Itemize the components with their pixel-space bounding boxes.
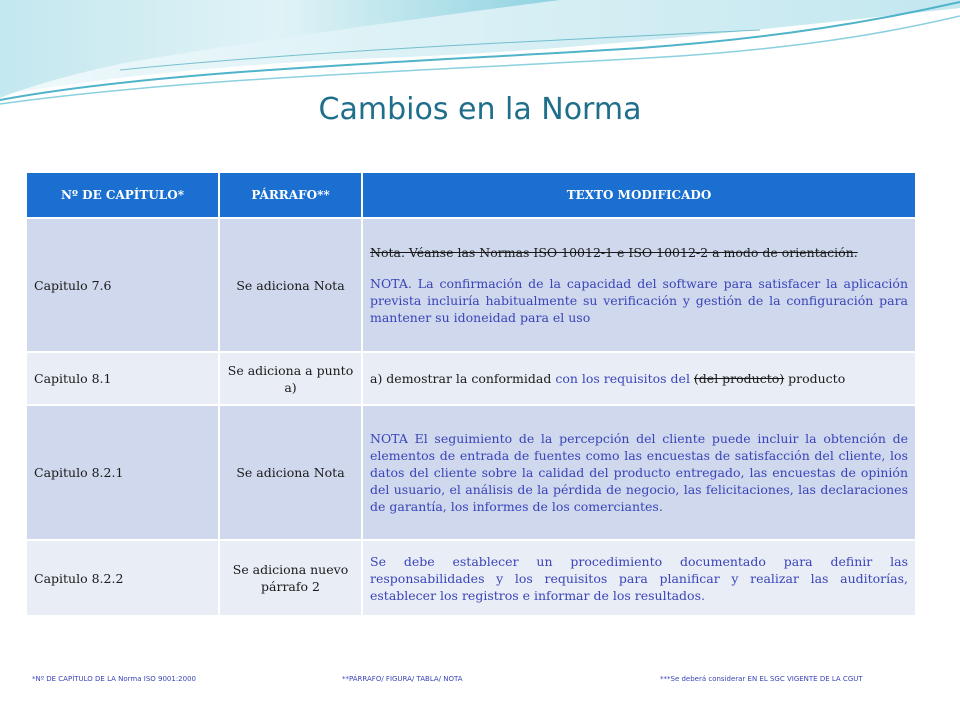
footnote-consider: ***Se deberá considerar EN EL SGC VIGENTE DE LA CGUT (660, 675, 863, 683)
unchanged-text: producto (784, 371, 846, 386)
page-title: Cambios en la Norma (318, 92, 642, 127)
header-chapter: Nº DE CAPÍTULO* (27, 173, 219, 218)
table-header-row (27, 173, 915, 218)
added-text: NOTA. La confirmación de la capacidad del software para satisfacer la aplicación prevista incluiría habitualmente su verificación y gestión de la configuración para mantener su idoneidad para el uso (370, 276, 908, 325)
cell-chapter: Capitulo 8.2.1 (27, 405, 219, 540)
cell-paragraph: Se adiciona Nota (219, 405, 362, 540)
cell-modified-text (362, 218, 915, 352)
table-row (27, 218, 915, 352)
added-text: Se debe establecer un procedimiento documentado para definir las responsabilidades y los requisitos para planificar y realizar las auditorías, establecer los registros e informar de los resultados. (370, 553, 908, 603)
added-text: con los requisitos del (555, 371, 694, 386)
cell-modified-text (362, 352, 915, 405)
cell-chapter: Capitulo 7.6 (27, 218, 219, 352)
removed-text: (del producto) (693, 371, 785, 386)
cell-paragraph: Se adiciona nuevo párrafo 2 (219, 540, 362, 616)
footnote-paragraph: **PÁRRAFO/ FIGURA/ TABLA/ NOTA (342, 675, 463, 683)
footer-notes (0, 675, 960, 689)
header-paragraph: PÁRRAFO** (219, 173, 362, 218)
added-text: NOTA El seguimiento de la percepción del cliente puede incluir la obtención de elementos de entrada de fuentes como las encuestas de satisfacción del cliente, los datos del cliente sobre la calidad del producto entregado, las encuestas de opinión del usuario, el análisis de la pérdida de negocio, las felicitaciones, las declaraciones de garantía, los informes de los comerciantes. (370, 431, 908, 514)
header-modified-text: TEXTO MODIFICADO (362, 173, 915, 218)
cell-chapter: Capitulo 8.2.2 (27, 540, 219, 616)
cell-modified-text (362, 540, 915, 616)
cell-modified-text (362, 405, 915, 540)
cell-paragraph: Se adiciona a punto a) (219, 352, 362, 405)
cell-chapter: Capitulo 8.1 (27, 352, 219, 405)
changes-table (27, 173, 915, 617)
removed-text: Nota. Véanse las Normas ISO 10012-1 e ISO 10012-2 a modo de orientación. (370, 245, 858, 260)
table-row (27, 405, 915, 540)
cell-paragraph: Se adiciona Nota (219, 218, 362, 352)
table-row (27, 540, 915, 616)
table-row (27, 352, 915, 405)
footnote-chapter: *Nº DE CAPÍTULO DE LA Norma ISO 9001:2000 (32, 675, 196, 683)
unchanged-text: a) demostrar la conformidad (370, 371, 556, 386)
